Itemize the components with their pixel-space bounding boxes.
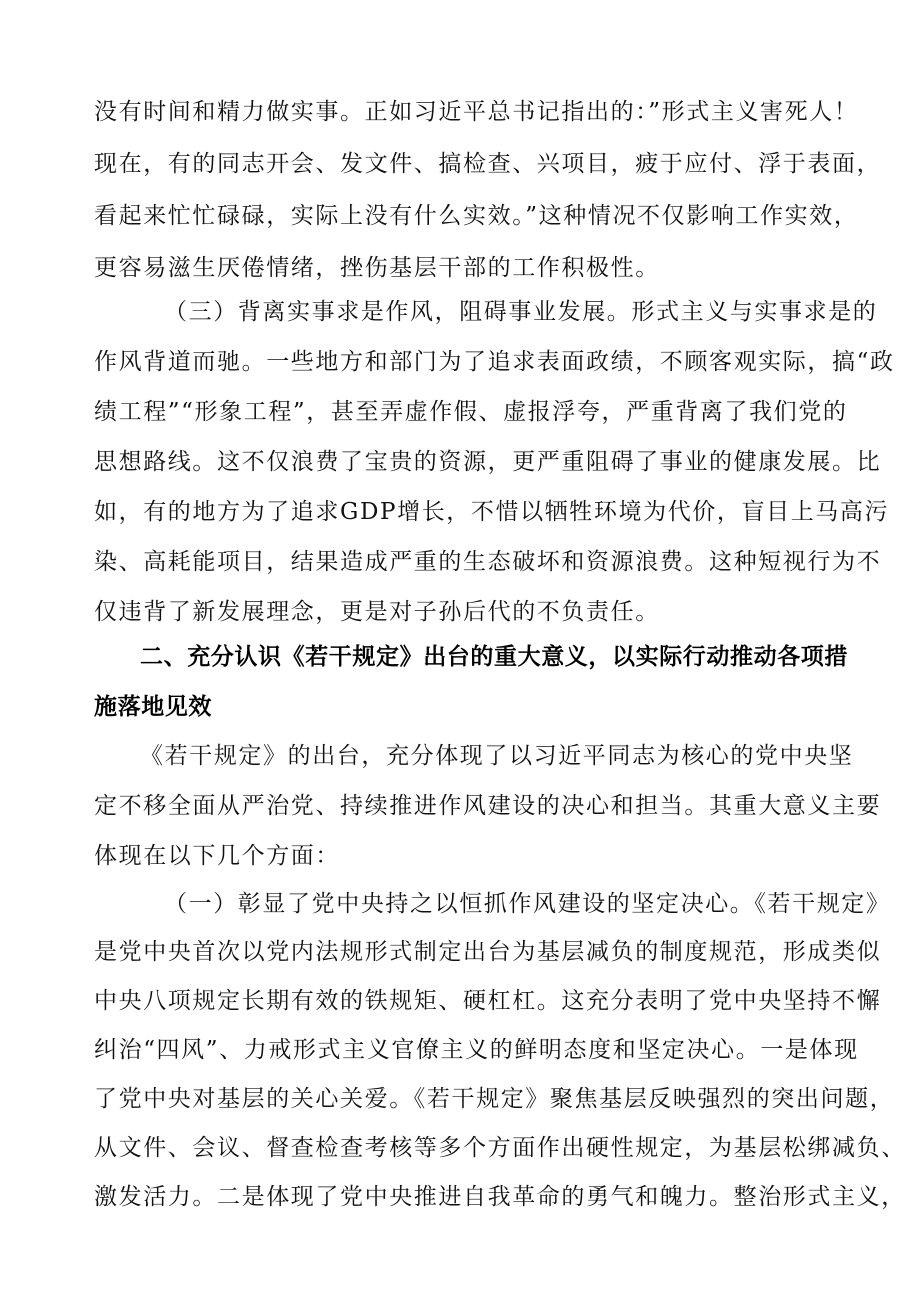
heading-line: 二、充分认识《若干规定》出台的重大意义，以实际行动推动各项措 bbox=[140, 644, 848, 670]
text-line: 纠治“四风”、力戒形式主义官僚主义的鲜明态度和坚定决心。一是体现 bbox=[94, 1037, 859, 1063]
text-line: （一）彰显了党中央持之以恒抓作风建设的坚定决心。《若干规定》 bbox=[164, 891, 891, 917]
text-line: 是党中央首次以党内法规形式制定出台为基层减负的制度规范，形成类似 bbox=[94, 939, 882, 965]
text-line: 绩工程”“形象工程”，甚至弄虚作假、虚报浮夸，严重背离了我们党的 bbox=[94, 399, 848, 425]
text-line: （三）背离实事求是作风，阻碍事业发展。形式主义与实事求是的 bbox=[164, 299, 878, 325]
heading-line: 施落地见效 bbox=[94, 694, 212, 720]
text-line: 激发活力。二是体现了党中央推进自我革命的勇气和魄力。整治形式主义， bbox=[94, 1184, 906, 1210]
text-line: 《若干规定》的出台，充分体现了以习近平同志为核心的党中央坚 bbox=[140, 743, 854, 769]
text-line: 思想路线。这不仅浪费了宝贵的资源，更严重阻碍了事业的健康发展。比 bbox=[94, 449, 882, 475]
text-line: 仅违背了新发展理念，更是对子孙后代的不负责任。 bbox=[94, 599, 660, 625]
text-line: 染、高耗能项目，结果造成严重的生态破坏和资源浪费。这种短视行为不 bbox=[94, 549, 882, 575]
text-line: 定不移全面从严治党、持续推进作风建设的决心和担当。其重大意义主要 bbox=[94, 793, 882, 819]
text-line: 从文件、会议、督查检查考核等多个方面作出硬性规定，为基层松绑减负、 bbox=[94, 1135, 906, 1161]
text-line: 没有时间和精力做实事。正如习近平总书记指出的：”形式主义害死人！ bbox=[94, 99, 859, 125]
text-line: 现在，有的同志开会、发文件、搞检查、兴项目，疲于应付、浮于表面， bbox=[94, 151, 882, 177]
text-line: 中央八项规定长期有效的铁规矩、硬杠杠。这充分表明了党中央坚持不懈 bbox=[94, 988, 882, 1014]
text-line: 更容易滋生厌倦情绪，挫伤基层干部的工作积极性。 bbox=[94, 255, 660, 281]
text-line: 体现在以下几个方面： bbox=[94, 843, 340, 869]
text-line: 了党中央对基层的关心关爱。《若干规定》聚焦基层反映强烈的突出问题， bbox=[94, 1086, 895, 1112]
text-line: 作风背道而驰。一些地方和部门为了追求表面政绩，不顾客观实际，搞“政 bbox=[94, 349, 895, 375]
text-line: 看起来忙忙碌碌，实际上没有什么实效。”这种情况不仅影响工作实效， bbox=[94, 203, 859, 229]
text-line: 如，有的地方为了追求GDP增长，不惜以牺牲环境为代价，盲目上马高污 bbox=[94, 499, 890, 525]
